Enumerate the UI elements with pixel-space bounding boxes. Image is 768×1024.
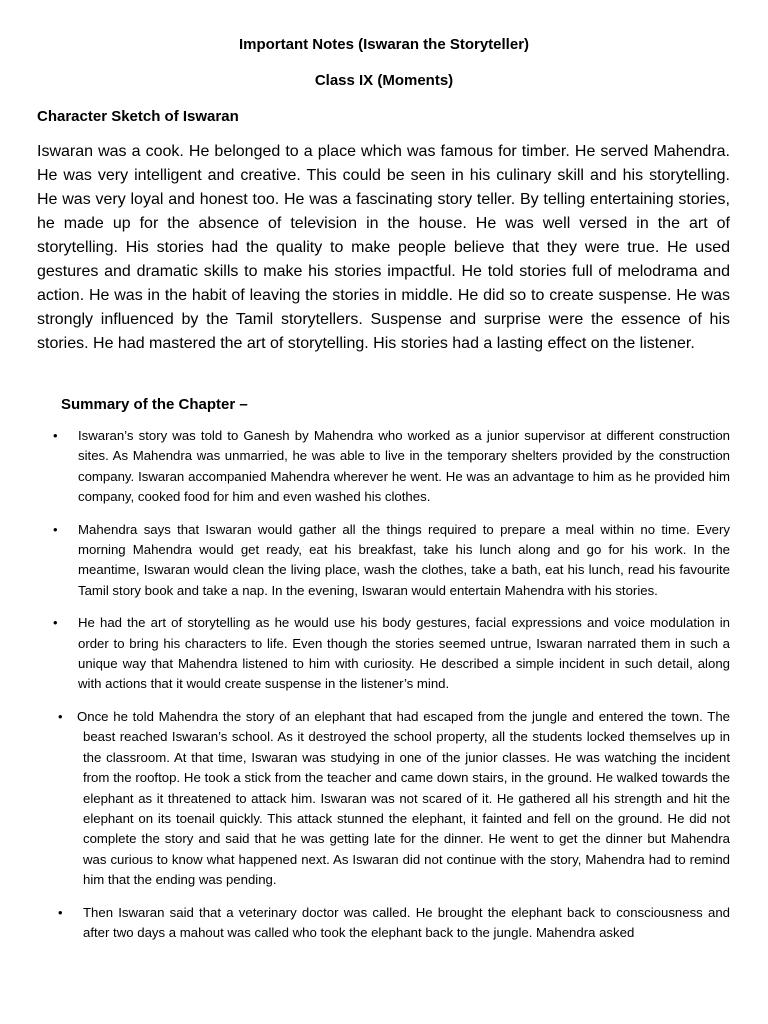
summary-point-text: Mahendra says that Iswaran would gather all the things required to prepare a meal within no time. Every morning Mahendra would get ready, eat his breakfast, take his lunch along and go for his work. In the meantime, Iswaran would clean the living place, wash the clothes, take a bath, eat his lunch, read his favourite Tamil story book and take a nap. In the evening, Iswaran would entertain Mahendra with his stories. — [78, 521, 730, 598]
summary-point — [0, 520, 768, 602]
summary-point-text: Iswaran’s story was told to Ganesh by Mahendra who worked as a junior supervisor at different construction sites. As Mahendra was unmarried, he was able to live in the temporary shelters provided by the construction company. Iswaran accompanied Mahendra wherever he went. He was an advantage to him as he provided him company, cooked food for him and even washed his clothes. — [78, 428, 730, 505]
bullet-icon: • — [58, 708, 63, 724]
summary-point-text: Once he told Mahendra the story of an elephant that had escaped from the jungle and entered the town. The beast reached Iswaran’s school. As it destroyed the school property, all the students locked themselves up in the classroom. At that time, Iswaran was studying in one of the junior classes. He was watching the incident from the rooftop. He took a stick from the teacher and came down stairs, in the ground. He walked towards the elephant as it threatened to attack him. Iswaran was not scared of it. He gathered all his strength and hit the elephant on its toenail quickly. This attack stunned the elephant, it fainted and fell on the ground. He did not complete the story and said that he was getting late for the dinner. He went to get the dinner but Mahendra was curious to know what happened next. As Iswaran did not continue with the story, Mahendra had to remind him that the ending was pending. — [77, 708, 730, 888]
summary-point — [0, 903, 768, 944]
document-subtitle: Class IX (Moments) — [314, 72, 454, 89]
bullet-icon: • — [53, 615, 58, 631]
character-sketch-paragraph: Iswaran was a cook. He belonged to a place which was famous for timber. He served Mahendra. He was very intelligent and creative. This could be seen in his culinary skill and his storytelling. He was very loyal and honest too. He was a fascinating story teller. By telling entertaining stories, he made up for the absence of television in the house. He was well versed in the art of storytelling. His stories had the quality to make people believe that they were true. He used gestures and dramatic skills to make his stories impactful. He told stories full of melodrama and action. He was in the habit of leaving the stories in middle. He did so to create suspense. He was strongly influenced by the Tamil storytellers. Suspense and surprise were the essence of his stories. He had mastered the art of storytelling. His stories had a lasting effect on the listener. — [37, 143, 730, 352]
summary-list — [0, 426, 768, 955]
summary-point — [0, 426, 768, 508]
summary-point-text: Then Iswaran said that a veterinary doctor was called. He brought the elephant back to consciousness and after two days a mahout was called who took the elephant back to the jungle. Mahendra asked — [83, 904, 730, 940]
bullet-icon: • — [53, 521, 58, 537]
bullet-icon: • — [58, 904, 63, 920]
document-title: Important Notes (Iswaran the Storyteller) — [238, 36, 530, 53]
summary-point — [0, 613, 768, 695]
bullet-icon: • — [53, 428, 58, 443]
summary-point-text: He had the art of storytelling as he would use his body gestures, facial expressions and voice modulation in order to bring his characters to life. Even though the stories seemed untrue, Iswaran narrated them in such a unique way that Mahendra listened to him with curiosity. He described a simple incident in such detail, along with actions that it would create suspense in the listener’s mind. — [78, 615, 730, 692]
character-sketch-heading: Character Sketch of Iswaran — [37, 108, 239, 125]
summary-point — [0, 707, 768, 891]
summary-heading: Summary of the Chapter – — [61, 396, 248, 413]
